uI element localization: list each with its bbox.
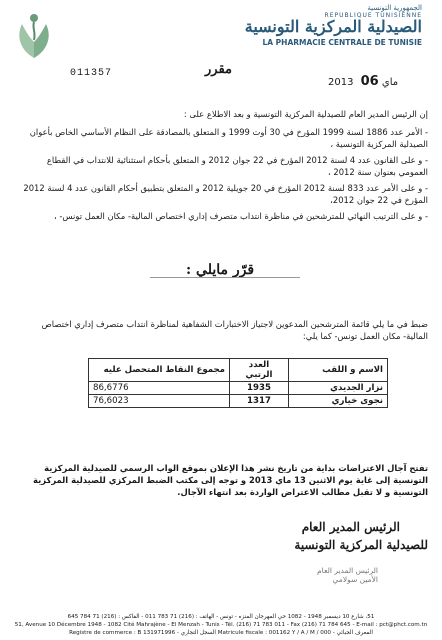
heading-divider xyxy=(150,277,300,278)
document-type: مقرر xyxy=(205,62,232,77)
consideration-item: - و على الترتيب النهائي للمترشحين في مناظرة انتداب متصرف إداري اختصاص المالية- مكان العمل تونس- ، xyxy=(53,211,428,221)
reference-number: 011357 xyxy=(70,68,113,79)
signature-title: الرئيس المدير العام xyxy=(301,520,400,534)
consideration-item: - و على الأمر عدد 833 لسنة 2012 المؤرخ في 20 جويلية 2012 و المتعلق بتطبيق أحكام القانون عدد 4 لسنة 2012 المؤرخ في 22 جوان 2012، xyxy=(23,183,428,205)
table-row xyxy=(89,395,388,408)
pharmacie-centrale-logo-icon xyxy=(10,8,58,62)
decision-heading: قرّر مايلي : xyxy=(186,262,255,278)
republic-label-ar: الجمهورية التونسية xyxy=(367,4,422,12)
consideration-item: - الأمر عدد 1886 لسنة 1999 المؤرخ في 30 أوت 1999 و المتعلق بالمصادقة على النظام الأساسي الخاص بأعوان الصيدلية المركزية التونسية ، xyxy=(29,127,428,149)
column-header-rank: العدد الرتبي xyxy=(230,359,289,382)
candidate-score: 76,6023 xyxy=(89,395,230,408)
candidate-name: نجوى خياري xyxy=(289,395,388,408)
considerations-list xyxy=(18,126,428,222)
stamp-line-2: الأمين سولامي xyxy=(332,575,378,584)
org-name-fr: LA PHARMACIE CENTRALE DE TUNISIE xyxy=(262,38,422,47)
article-2: تفتح آجال الاعتراضات بداية من تاريخ نشر هذا الإعلان بموقع الواب الرسمي للصيدلية المركزية التونسية إلى غاية يوم الاثنين 13 ماي 2013 و توجه إلى مكتب الضبط المركزي للصيدلية المركزية التونسية و لا تقبل مطالب الاعتراض الواردة بعد انتهاء الآجال. xyxy=(33,463,428,497)
consideration-item: - و على القانون عدد 4 لسنة 2012 المؤرخ في 22 جوان 2012 و المتعلق بأحكام استثنائية للانتداب في القطاع العمومي بعنوان سنة 2012 ، xyxy=(46,155,428,177)
date-day: 06 xyxy=(360,74,379,89)
column-header-name: الاسم و اللقب xyxy=(289,359,388,382)
footer-registration: Registre de commerce : B 131971996 - السجل التجاري Matricule fiscale : 001162 Y / A / M / 000 - المعرف الجبائي xyxy=(69,630,373,636)
candidate-rank: 1317 xyxy=(230,395,289,408)
footer-address-fr: 51, Avenue 10 Décembre 1948 - 1082 Cité Mahrajène - El Menzah - Tunis - Tél. (216) 71 783 011 - Fax (216) 71 784 645 - E-mail : pct@phct.com.tn xyxy=(14,622,428,628)
candidate-rank: 1935 xyxy=(230,382,289,395)
org-name-ar: الصيدلية المركزية التونسية xyxy=(244,17,422,36)
footer-address-ar: 51، شارع 10 ديسمبر 1948 - 1082 حي المهرجان المنزه - تونس - الهاتف : (216) 71 783 011 - الفاكس : (216) 71 784 645 xyxy=(67,614,375,620)
intro-text: إن الرئيس المدير العام للصيدلية المركزية التونسية و بعد الاطلاع على : xyxy=(183,109,428,119)
document-date xyxy=(328,74,398,89)
stamp-line-1: الرئيس المدير العام xyxy=(317,566,378,575)
republic-label-fr: REPUBLIQUE TUNISIENNE xyxy=(324,12,422,19)
date-year: 2013 xyxy=(328,77,354,88)
column-header-score: مجموع النقاط المتحصل عليه xyxy=(89,359,230,382)
signature-org: للصيدلية المركزية التونسية xyxy=(294,538,428,552)
date-month: ماي xyxy=(381,77,399,88)
table-header-row xyxy=(89,359,388,382)
table-row xyxy=(89,382,388,395)
candidate-name: نزار الجديدي xyxy=(289,382,388,395)
candidate-score: 86,6776 xyxy=(89,382,230,395)
article-1: ضبط في ما يلي قائمة المترشحين المدعوين لاجتياز الاختبارات الشفاهية لمناظرة انتداب متصرف إداري اختصاص المالية- مكان العمل تونس- كما يلي: xyxy=(41,319,428,341)
signature-stamp xyxy=(317,566,378,584)
candidates-table xyxy=(88,358,388,408)
